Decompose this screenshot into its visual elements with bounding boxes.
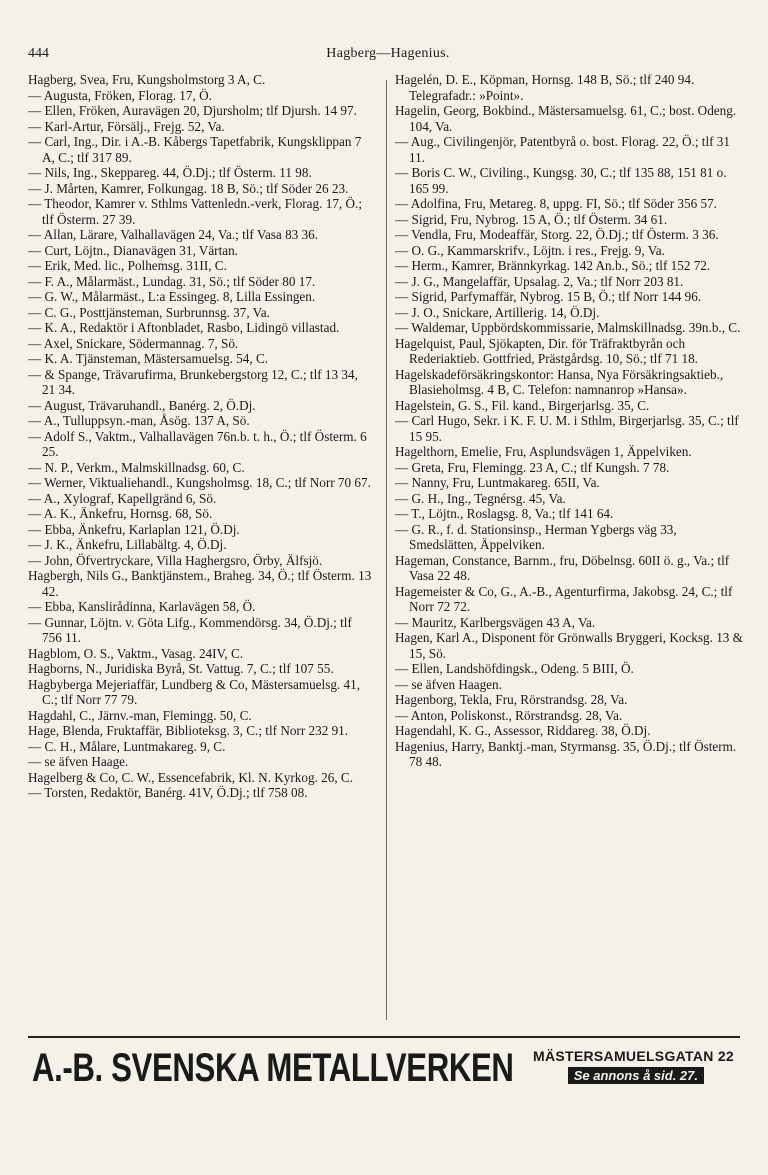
directory-column-left (28, 72, 373, 1024)
directory-entry: Hagborns, N., Juridiska Byrå, St. Vattug. 7, C.; tlf 107 55. (28, 661, 334, 676)
directory-entry: — Ellen, Fröken, Auravägen 20, Djursholm; tlf Djursh. 14 97. (28, 103, 357, 118)
directory-entry: Hageman, Constance, Barnm., fru, Döbelnsg. 60II ö. g., Va.; tlf Vasa 22 48. (395, 552, 730, 583)
directory-entry: — se äfven Haage. (28, 754, 129, 769)
directory-entry: — Augusta, Fröken, Florag. 17, Ö. (28, 87, 212, 103)
directory-entry: — A., Tulluppsyn.-man, Åsög. 137 A, Sö. (28, 413, 250, 428)
directory-entry: Hagberg, Svea, Fru, Kungsholmstorg 3 A, C. (28, 72, 266, 87)
directory-entry: — Theodor, Kamrer v. Sthlms Vattenledn.-verk, Florag. 17, Ö.; tlf Österm. 27 39. (28, 196, 362, 227)
directory-entry: Hagelquist, Paul, Sjökapten, Dir. för Träfraktbyrån och Rederiaktieb. Gottfried, Prästgårdsg. 10, Sö.; tlf 71 18. (395, 335, 698, 366)
directory-entry: Hagbergh, Nils G., Banktjänstem., Braheg. 34, Ö.; tlf Österm. 13 42. (28, 568, 372, 599)
directory-entry: — & Spange, Trävarufirma, Brunkebergstorg 12, C.; tlf 13 34, 21 34. (28, 366, 358, 397)
directory-entry: — N. P., Verkm., Malmskillnadsg. 60, C. (28, 459, 245, 475)
directory-entry: — Adolfina, Fru, Metareg. 8, uppg. FI, Sö.; tlf Söder 356 57. (395, 196, 717, 211)
directory-entry: Hagelin, Georg, Bokbind., Mästersamuelsg. 61, C.; bost. Odeng. 104, Va. (395, 103, 737, 134)
directory-entry: — Nils, Ing., Skeppareg. 44, Ö.Dj.; tlf Österm. 11 98. (28, 165, 312, 180)
directory-entry: Hagdahl, C., Järnv.-man, Flemingg. 50, C. (28, 707, 252, 723)
directory-entry: — Karl-Artur, Försälj., Frejg. 52, Va. (28, 118, 225, 134)
directory-entry: — Aug., Civilingenjör, Patentbyrå o. bost. Florag. 22, Ö.; tlf 31 11. (395, 134, 730, 165)
directory-entry: Hagenius, Harry, Banktj.-man, Styrmansg. 35, Ö.Dj.; tlf Österm. 78 48. (395, 738, 737, 769)
directory-entry: — Axel, Snickare, Södermannag. 7, Sö. (28, 335, 239, 351)
directory-entry: — G. W., Målarmäst., L:a Essingeg. 8, Lilla Essingen. (28, 289, 316, 304)
directory-entry: — Boris C. W., Civiling., Kungsg. 30, C.; tlf 135 88, 151 81 o. 165 99. (395, 165, 727, 196)
directory-entry: Hagen, Karl A., Disponent för Grönwalls Bryggeri, Kocksg. 13 & 15, Sö. (395, 630, 743, 661)
directory-entry: — Werner, Viktualiehandl., Kungsholmsg. 18, C.; tlf Norr 70 67. (28, 475, 371, 490)
directory-entry: — Allan, Lärare, Valhallavägen 24, Va.; tlf Vasa 83 36. (28, 227, 319, 242)
directory-entry: — Mauritz, Karlbergsvägen 43 A, Va. (395, 614, 596, 630)
directory-column-right (395, 72, 745, 1024)
directory-entry: — Greta, Fru, Flemingg. 23 A, C.; tlf Kungsh. 7 78. (395, 459, 670, 475)
ad-address: MÄSTERSAMUELSGATAN 22 (532, 1048, 734, 1064)
directory-entry: Hagelén, D. E., Köpman, Hornsg. 148 B, Sö.; tlf 240 94. Telegrafadr.: »Point». (395, 72, 695, 103)
directory-entry: — Ebba, Kanslirådinna, Karlavägen 58, Ö. (28, 599, 256, 614)
directory-entry: Hagelthorn, Emelie, Fru, Asplundsvägen 1, Äppelviken. (395, 444, 692, 459)
directory-entry: — J. Mårten, Kamrer, Folkungag. 18 B, Sö.; tlf Söder 26 23. (28, 180, 349, 196)
directory-entry: — A., Xylograf, Kapellgränd 6, Sö. (28, 490, 217, 506)
directory-entry: — Ellen, Landshöfdingsk., Odeng. 5 BIII, Ö. (395, 661, 634, 676)
directory-entry: — Sigrid, Parfymaffär, Nybrog. 15 B, Ö.; tlf Norr 144 96. (395, 289, 702, 304)
directory-entry: — Sigrid, Fru, Nybrog. 15 A, Ö.; tlf Österm. 34 61. (395, 211, 668, 227)
page-header (28, 46, 748, 68)
column-divider (386, 80, 387, 1020)
directory-entry: — T., Löjtn., Roslagsg. 8, Va.; tlf 141 64. (395, 506, 614, 521)
directory-entry: — J. K., Änkefru, Lillabältg. 4, Ö.Dj. (28, 537, 227, 552)
directory-entry: — se äfven Haagen. (395, 676, 502, 692)
directory-entry: — Torsten, Redaktör, Banérg. 41V, Ö.Dj.; tlf 758 08. (28, 785, 308, 800)
directory-entry: — Ebba, Änkefru, Karlaplan 121, Ö.Dj. (28, 521, 240, 537)
directory-entry: — Nanny, Fru, Luntmakareg. 65II, Va. (395, 475, 600, 490)
directory-entry: Hagendahl, K. G., Assessor, Riddareg. 38, Ö.Dj. (395, 723, 651, 738)
directory-entry: Hagelstein, G. S., Fil. kand., Birgerjarlsg. 35, C. (395, 397, 650, 413)
directory-entry: — Vendla, Fru, Modeaffär, Storg. 22, Ö.Dj.; tlf Österm. 3 36. (395, 227, 719, 242)
directory-entry: — G. H., Ing., Tegnérsg. 45, Va. (395, 490, 566, 506)
directory-entry: — K. A., Redaktör i Aftonbladet, Rasbo, Lidingö villastad. (28, 320, 340, 335)
directory-entry: — O. G., Kammarskrifv., Löjtn. i res., Frejg. 9, Va. (395, 242, 665, 258)
directory-entry: — A. K., Änkefru, Hornsg. 68, Sö. (28, 506, 213, 521)
directory-entry: Hagenborg, Tekla, Fru, Rörstrandsg. 28, Va. (395, 692, 628, 707)
directory-entry: Hagelberg & Co, C. W., Essencefabrik, Kl. N. Kyrkog. 26, C. (28, 769, 354, 785)
directory-entry: — Gunnar, Löjtn. v. Göta Lifg., Kommendörsg. 34, Ö.Dj.; tlf 756 11. (28, 614, 352, 645)
page-number: 444 (28, 46, 49, 61)
directory-entry: — John, Öfvertryckare, Villa Haghergsro, Örby, Älfsjö. (28, 552, 323, 568)
ad-brand-name: A.-B. SVENSKA METALLVERKEN (32, 1046, 514, 1090)
directory-entry: — K. A. Tjänsteman, Mästersamuelsg. 54, C. (28, 351, 269, 366)
ad-reference-note: Se annons å sid. 27. (568, 1067, 704, 1084)
directory-entry: Hagblom, O. S., Vaktm., Vasag. 24IV, C. (28, 645, 244, 661)
directory-entry: Hage, Blenda, Fruktaffär, Biblioteksg. 3, C.; tlf Norr 232 91. (28, 723, 349, 738)
directory-entry: Hagemeister & Co, G., A.-B., Agenturfirma, Jakobsg. 24, C.; tlf Norr 72 72. (395, 583, 733, 614)
directory-entry: — Adolf S., Vaktm., Valhallavägen 76n.b. t. h., Ö.; tlf Österm. 6 25. (28, 428, 367, 459)
directory-entry: — August, Trävaruhandl., Banérg. 2, Ö.Dj. (28, 397, 256, 413)
directory-entry: — Waldemar, Uppbördskommissarie, Malmskillnadsg. 39n.b., C. (395, 320, 741, 335)
directory-entry: — C. H., Målare, Luntmakareg. 9, C. (28, 738, 226, 754)
advertisement-banner (28, 1036, 740, 1094)
directory-entry: — J. G., Mangelaffär, Upsalag. 2, Va.; tlf Norr 203 81. (395, 273, 684, 289)
directory-entry: — G. R., f. d. Stationsinsp., Herman Ygbergs väg 33, Smedslätten, Äppelviken. (395, 521, 677, 552)
directory-entry: — Curt, Löjtn., Dianavägen 31, Värtan. (28, 242, 238, 258)
directory-entry: — C. G., Posttjänsteman, Surbrunnsg. 37, Va. (28, 304, 270, 320)
directory-entry: — Anton, Poliskonst., Rörstrandsg. 28, Va. (395, 707, 623, 723)
directory-entry: — Erik, Med. lic., Polhemsg. 31II, C. (28, 258, 227, 273)
directory-entry: — Carl, Ing., Dir. i A.-B. Kåbergs Tapetfabrik, Kungsklippan 7 A, C.; tlf 317 89. (28, 134, 362, 165)
directory-entry: — Carl Hugo, Sekr. i K. F. U. M. i Sthlm, Birgerjarlsg. 35, C.; tlf 15 95. (395, 413, 739, 444)
directory-entry: — F. A., Målarmäst., Lundag. 31, Sö.; tlf Söder 80 17. (28, 273, 316, 289)
directory-entry: — Herm., Kamrer, Brännkyrkag. 142 An.b., Sö.; tlf 152 72. (395, 258, 711, 273)
directory-entry: Hagbyberga Mejeriaffär, Lundberg & Co, Mästersamuelsg. 41, C.; tlf Norr 77 79. (28, 676, 361, 707)
directory-entry: Hagelskadeförsäkringskontor: Hansa, Nya Försäkringsaktieb., Blasieholmsg. 4 B, C. Telefon: namnanrop »Hansa». (395, 366, 724, 397)
directory-entry: — J. O., Snickare, Artillerig. 14, Ö.Dj. (395, 304, 600, 320)
running-title: Hagberg—Hagenius. (326, 46, 450, 61)
